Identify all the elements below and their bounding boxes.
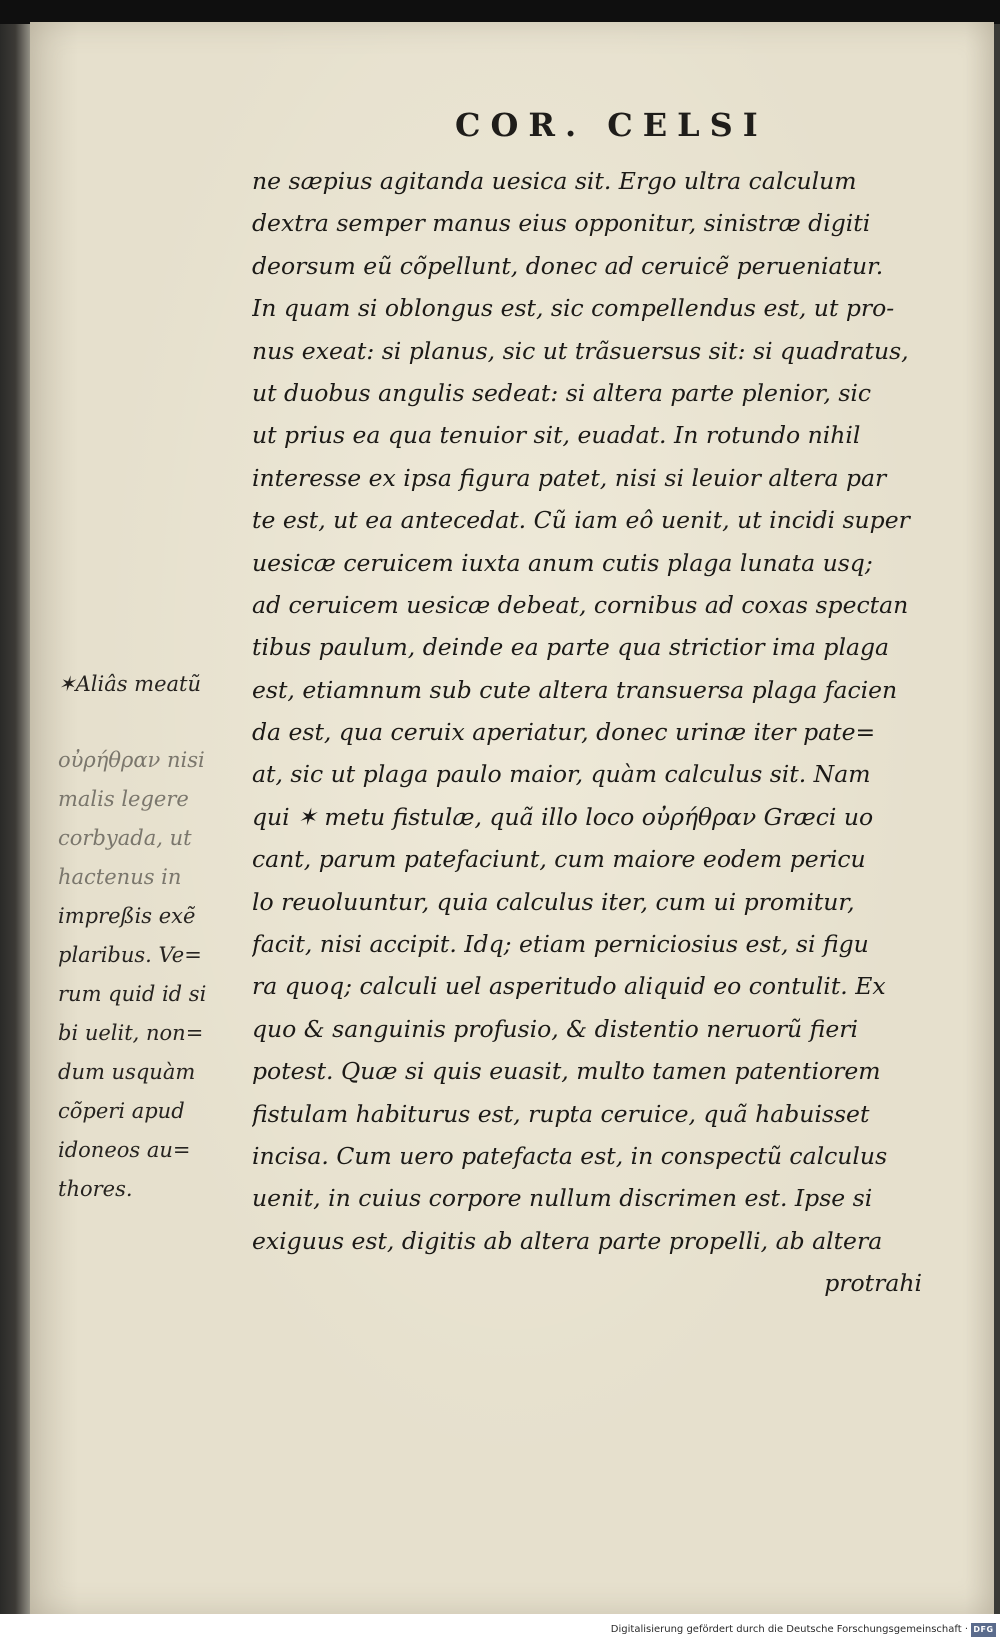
margin-line: malis legere [58, 787, 189, 811]
margin-line: bi uelit, non= [58, 1021, 204, 1045]
text-line: ad ceruicem uesicæ debeat, cornibus ad coxas spectan [252, 590, 909, 619]
margin-line: ✶Aliâs meatũ [58, 672, 201, 696]
text-line: interesse ex ipsa figura patet, nisi si leuior altera par [252, 463, 887, 492]
catchword: protrahi [824, 1269, 922, 1298]
text-line: ut prius ea qua tenuior sit, euadat. In rotundo nihil [252, 421, 861, 450]
text-line: ut duobus angulis sedeat: si altera parte plenior, sic [252, 378, 872, 407]
margin-line: hactenus in [58, 865, 182, 889]
margin-line: plaribus. Ve= [58, 943, 202, 967]
text-line: est, etiamnum sub cute altera transuersa plaga facien [252, 675, 898, 704]
digitization-footer [0, 1614, 1000, 1651]
margin-line: thores. [58, 1177, 133, 1201]
margin-line: impreßis exẽ [58, 904, 196, 928]
text-line: cant, parum patefaciunt, cum maiore eodem pericu [252, 845, 866, 874]
text-line: at, sic ut plaga paulo maior, quàm calculus sit. Nam [252, 760, 871, 789]
margin-line: cõperi apud [58, 1099, 185, 1123]
text-line: lo reuoluuntur, quia calculus iter, cum ui promitur, [252, 887, 855, 916]
funding-credit: Digitalisierung gefördert durch die Deutsche Forschungsgemeinschaft · [610, 1624, 968, 1635]
text-line: ne sæpius agitanda uesica sit. Ergo ultra calculum [252, 167, 857, 195]
dfg-logo: DFG [971, 1623, 996, 1637]
book-cover-edge [0, 24, 34, 1614]
text-line: fistulam habiturus est, rupta ceruice, quã habuisset [252, 1099, 870, 1128]
text-line: uenit, in cuius corpore nullum discrimen est. Ipse si [252, 1184, 873, 1213]
text-line: deorsum eũ cõpellunt, donec ad ceruicẽ perueniatur. [252, 251, 884, 280]
margin-line: corbyada, ut [58, 826, 192, 850]
text-line: ra quoq; calculi uel asperitudo aliquid eo contulit. Ex [252, 972, 886, 1001]
scan-right-border [994, 24, 1000, 1614]
text-line: dextra semper manus eius opponitur, sinistræ digiti [252, 209, 871, 238]
text-line: qui ✶ metu fistulæ, quã illo loco οὐρήθραν Græci uo [252, 802, 874, 831]
running-header: COR. CELSI [455, 106, 768, 144]
text-line: incisa. Cum uero patefacta est, in conspectũ calculus [252, 1141, 888, 1170]
scan-top-border [0, 0, 1000, 24]
margin-line: οὐρήθραν nisi [58, 748, 205, 772]
text-line: te est, ut ea antecedat. Cũ iam eô uenit, ut incidi super [252, 506, 910, 535]
margin-line: idoneos au= [58, 1138, 191, 1162]
text-line: In quam si oblongus est, sic compellendus est, ut pro- [252, 294, 895, 323]
text-line: uesicæ ceruicem iuxta anum cutis plaga lunata usq; [252, 548, 873, 577]
main-text-column [252, 160, 942, 1305]
text-line: quo & sanguinis profusio, & distentio neruorũ fieri [252, 1014, 858, 1043]
text-line: tibus paulum, deinde ea parte qua strictior ima plaga [252, 633, 890, 662]
margin-line: dum usquàm [58, 1060, 196, 1084]
text-line: da est, qua ceruix aperiatur, donec urinæ iter pate= [252, 718, 876, 747]
text-line: exiguus est, digitis ab altera parte propelli, ab altera [252, 1226, 883, 1255]
margin-line: rum quid id si [58, 982, 207, 1006]
text-line: potest. Quæ si quis euasit, multo tamen patentiorem [252, 1057, 881, 1086]
text-line: nus exeat: si planus, sic ut trãsuersus sit: si quadratus, [252, 336, 909, 365]
text-line: facit, nisi accipit. Idq; etiam perniciosius est, si figu [252, 930, 869, 959]
